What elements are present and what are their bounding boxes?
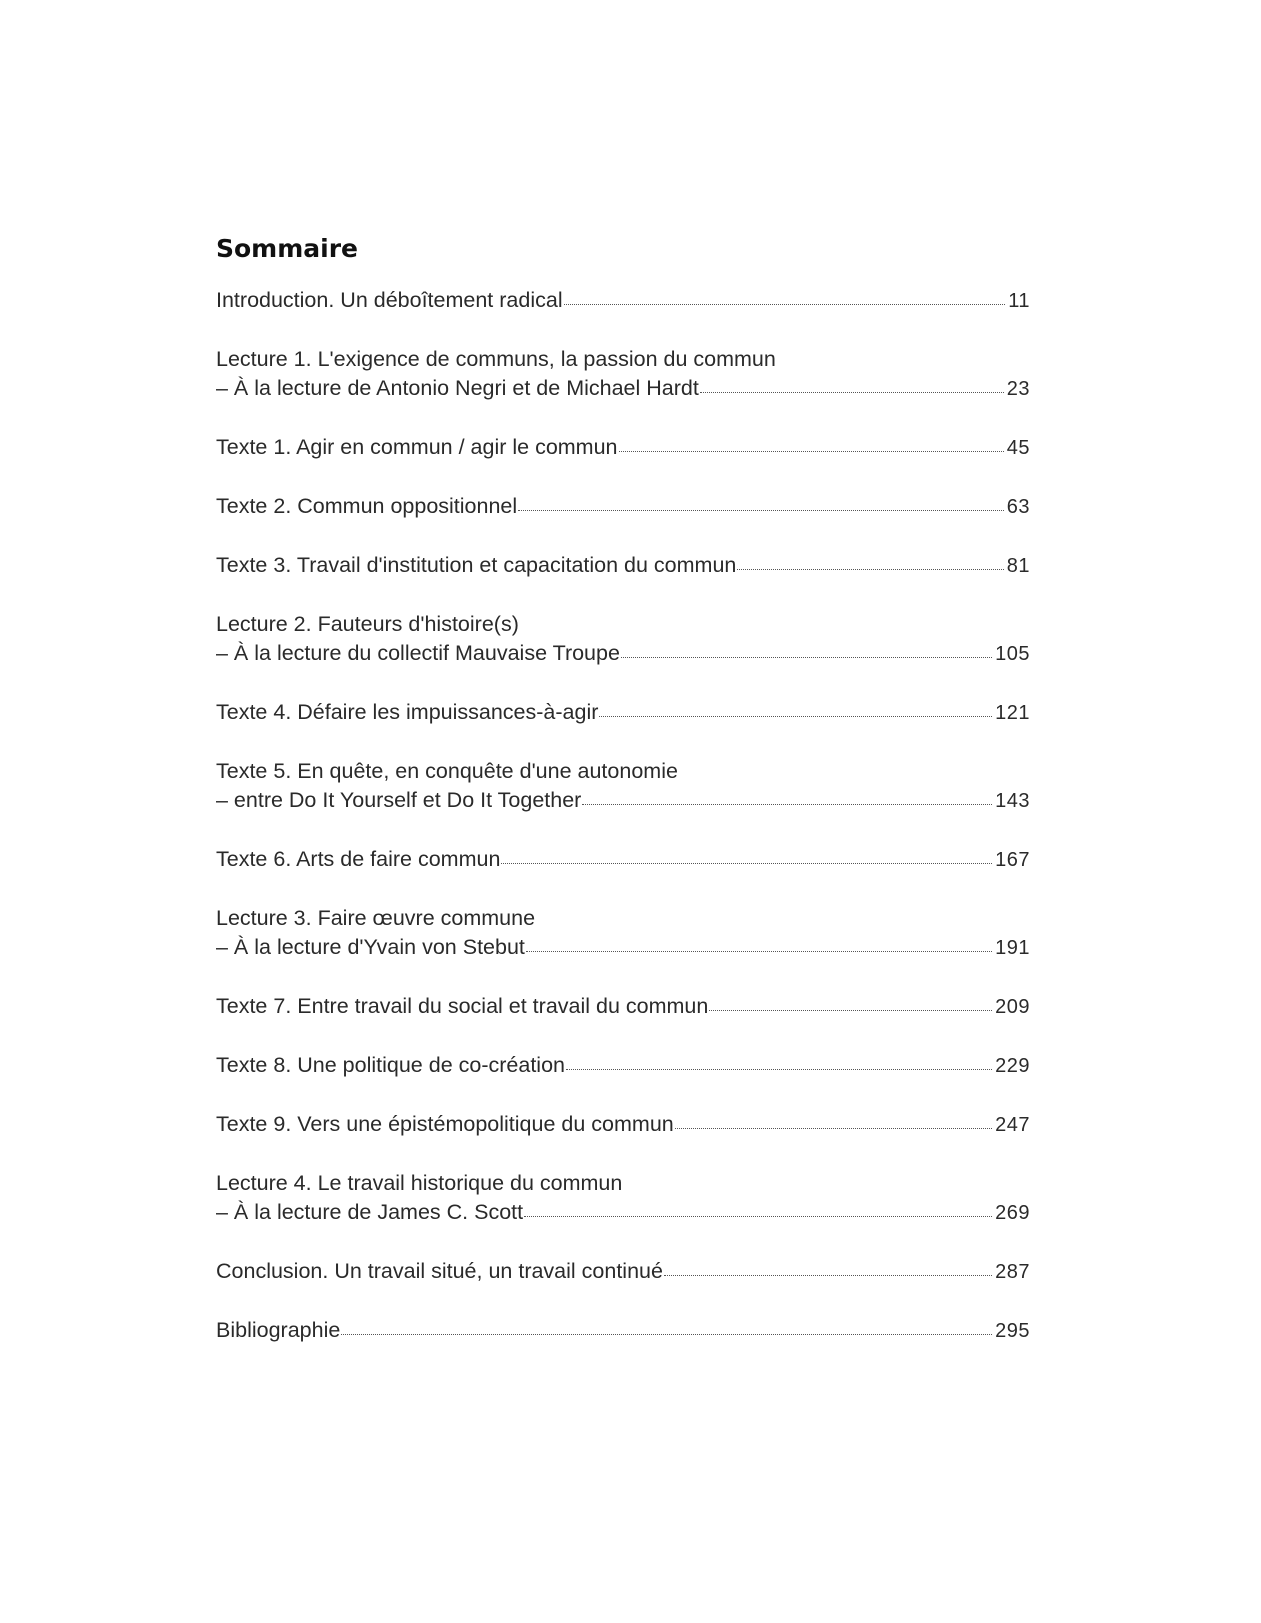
toc-entry: [216, 698, 1030, 728]
dot-leader: [566, 1068, 992, 1070]
dot-leader: [619, 450, 1004, 452]
dot-leader: [526, 950, 992, 952]
toc-entry-line: [216, 345, 1030, 374]
toc-entry-subline: [216, 639, 1030, 669]
table-of-contents: [216, 232, 1030, 1375]
toc-entry: [216, 992, 1030, 1022]
toc-entry-text: Texte 3. Travail d'institution et capacitation du commun: [216, 553, 737, 577]
toc-entry: [216, 1257, 1030, 1287]
toc-page-number: 143: [995, 790, 1030, 812]
toc-page-number: 191: [995, 937, 1030, 959]
toc-entry-line: [216, 1169, 1030, 1198]
toc-entry-text: Texte 6. Arts de faire commun: [216, 847, 501, 871]
toc-entry-line: [216, 1110, 1030, 1140]
toc-entry-line: [216, 286, 1030, 316]
toc-entry: [216, 1110, 1030, 1140]
toc-entry-line: [216, 992, 1030, 1022]
toc-entry-text: Texte 7. Entre travail du social et travail du commun: [216, 994, 709, 1018]
dot-leader: [737, 568, 1003, 570]
toc-entry-text: Lecture 1. L'exigence de communs, la passion du commun: [216, 347, 776, 371]
toc-entry-text: – entre Do It Yourself et Do It Together: [216, 788, 582, 812]
toc-page-number: 63: [1006, 496, 1030, 518]
toc-entry-line: [216, 1316, 1030, 1346]
toc-entry-text: Conclusion. Un travail situé, un travail continué: [216, 1259, 663, 1283]
toc-entry-text: – À la lecture d'Yvain von Stebut: [216, 935, 525, 959]
toc-entry: [216, 1169, 1030, 1228]
toc-entry-line: [216, 757, 1030, 786]
toc-entry-line: [216, 845, 1030, 875]
toc-entry-subline: [216, 933, 1030, 963]
toc-entry-line: [216, 433, 1030, 463]
toc-entry-text: Lecture 3. Faire œuvre commune: [216, 906, 536, 930]
toc-entry-text: Texte 4. Défaire les impuissances-à-agir: [216, 700, 599, 724]
toc-entry-line: [216, 492, 1030, 522]
toc-page-number: 23: [1006, 378, 1030, 400]
dot-leader: [700, 391, 1004, 393]
dot-leader: [341, 1333, 992, 1335]
toc-entry-line: [216, 610, 1030, 639]
toc-entry-text: Introduction. Un déboîtement radical: [216, 288, 563, 312]
toc-entry-line: [216, 1257, 1030, 1287]
dot-leader: [664, 1274, 992, 1276]
toc-entry-text: Texte 9. Vers une épistémopolitique du commun: [216, 1112, 674, 1136]
dot-leader: [599, 715, 992, 717]
toc-entry-text: – À la lecture de James C. Scott: [216, 1200, 524, 1224]
toc-page-number: 45: [1006, 437, 1030, 459]
dot-leader: [621, 656, 992, 658]
dot-leader: [524, 1215, 992, 1217]
toc-entry-text: Bibliographie: [216, 1318, 341, 1342]
toc-entry: [216, 904, 1030, 963]
page-title: Sommaire: [216, 234, 359, 263]
toc-entry: [216, 345, 1030, 404]
toc-page-number: 167: [995, 849, 1030, 871]
toc-page-number: 229: [995, 1055, 1030, 1077]
dot-leader: [582, 803, 992, 805]
toc-entry: [216, 492, 1030, 522]
toc-entry-line: [216, 1051, 1030, 1081]
toc-page-number: 295: [995, 1320, 1030, 1342]
toc-page-number: 247: [995, 1114, 1030, 1136]
toc-page-number: 105: [995, 643, 1030, 665]
toc-entry-subline: [216, 1198, 1030, 1228]
toc-entry-subline: [216, 374, 1030, 404]
toc-entry: [216, 1051, 1030, 1081]
toc-entry-text: Texte 5. En quête, en conquête d'une autonomie: [216, 759, 678, 783]
toc-entry-text: – À la lecture du collectif Mauvaise Troupe: [216, 641, 620, 665]
toc-entry-line: [216, 551, 1030, 581]
dot-leader: [564, 303, 1006, 305]
toc-entry: [216, 1316, 1030, 1346]
toc-entry-line: [216, 904, 1030, 933]
toc-entry-text: Texte 1. Agir en commun / agir le commun: [216, 435, 618, 459]
toc-page-number: 121: [995, 702, 1030, 724]
toc-entry-text: Lecture 4. Le travail historique du commun: [216, 1171, 623, 1195]
toc-entry: [216, 551, 1030, 581]
toc-page-number: 11: [1008, 290, 1030, 312]
toc-entry-line: [216, 698, 1030, 728]
toc-entry: [216, 286, 1030, 316]
toc-page-number: 287: [995, 1261, 1030, 1283]
toc-entry: [216, 610, 1030, 669]
toc-entry-text: Lecture 2. Fauteurs d'histoire(s): [216, 612, 519, 636]
toc-page-number: 81: [1006, 555, 1030, 577]
toc-entry-text: Texte 8. Une politique de co-création: [216, 1053, 565, 1077]
dot-leader: [501, 862, 992, 864]
toc-entry-text: – À la lecture de Antonio Negri et de Michael Hardt: [216, 376, 699, 400]
toc-entry: [216, 433, 1030, 463]
toc-entry-text: Texte 2. Commun oppositionnel: [216, 494, 518, 518]
toc-entry: [216, 757, 1030, 816]
toc-list: [216, 286, 1030, 1346]
toc-entry-subline: [216, 786, 1030, 816]
toc-page-number: 209: [995, 996, 1030, 1018]
dot-leader: [675, 1127, 992, 1129]
dot-leader: [709, 1009, 992, 1011]
toc-page-number: 269: [995, 1202, 1030, 1224]
toc-entry: [216, 845, 1030, 875]
dot-leader: [518, 509, 1004, 511]
